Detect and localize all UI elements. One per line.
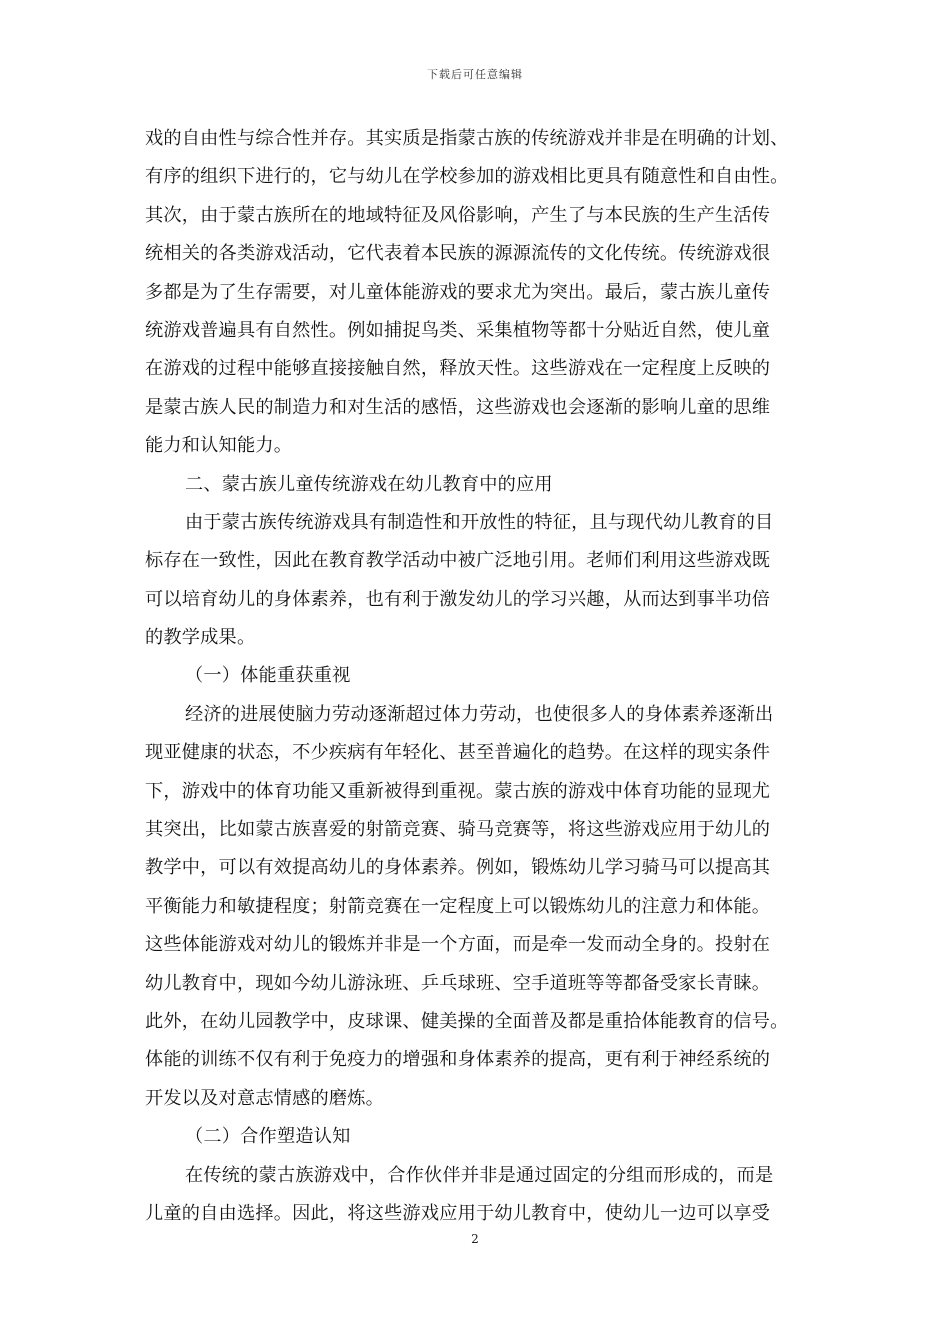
body-line: 幼儿教育中，现如今幼儿游泳班、乒乓球班、空手道班等等都备受家长青睐。	[145, 972, 771, 994]
body-line: 统游戏普遍具有自然性。例如捕捉鸟类、采集植物等都十分贴近自然，使儿童	[145, 319, 771, 341]
body-line: 体能的训练不仅有利于免疫力的增强和身体素养的提高，更有利于神经系统的	[145, 1049, 771, 1071]
body-line: 在传统的蒙古族游戏中，合作伙伴并非是通过固定的分组而形成的，而是	[185, 1164, 774, 1186]
body-line: 教学中，可以有效提高幼儿的身体素养。例如，锻炼幼儿学习骑马可以提高其	[145, 857, 771, 879]
page-header: 下载后可任意编辑	[427, 68, 523, 81]
body-line: 是蒙古族人民的制造力和对生活的感悟，这些游戏也会逐渐的影响儿童的思维	[145, 396, 771, 418]
document-body	[145, 120, 810, 1233]
body-line: 平衡能力和敏捷程度；射箭竞赛在一定程度上可以锻炼幼儿的注意力和体能。	[145, 895, 771, 917]
subsection-heading: （二）合作塑造认知	[185, 1126, 351, 1148]
body-line: 其次，由于蒙古族所在的地域特征及风俗影响，产生了与本民族的生产生活传	[145, 204, 771, 226]
body-line: 可以培育幼儿的身体素养，也有利于激发幼儿的学习兴趣，从而达到事半功倍	[145, 588, 771, 610]
body-line: 的教学成果。	[145, 627, 256, 649]
body-line: 标存在一致性，因此在教育教学活动中被广泛地引用。老师们利用这些游戏既	[145, 550, 771, 572]
section-heading: 二、蒙古族儿童传统游戏在幼儿教育中的应用	[185, 473, 553, 495]
body-line: 此外，在幼儿园教学中，皮球课、健美操的全面普及都是重拾体能教育的信号。	[145, 1010, 789, 1032]
body-line: 现亚健康的状态，不少疾病有年轻化、甚至普遍化的趋势。在这样的现实条件	[145, 742, 771, 764]
body-line: 其突出，比如蒙古族喜爱的射箭竞赛、骑马竞赛等，将这些游戏应用于幼儿的	[145, 819, 771, 841]
body-line: 能力和认知能力。	[145, 435, 293, 457]
body-line: 开发以及对意志情感的磨炼。	[145, 1087, 385, 1109]
body-line: 戏的自由性与综合性并存。其实质是指蒙古族的传统游戏并非是在明确的计划、	[145, 128, 789, 149]
body-line: 统相关的各类游戏活动，它代表着本民族的源源流传的文化传统。传统游戏很	[145, 243, 771, 265]
body-line: 儿童的自由选择。因此，将这些游戏应用于幼儿教育中，使幼儿一边可以享受	[145, 1202, 771, 1224]
body-line: 在游戏的过程中能够直接接触自然，释放天性。这些游戏在一定程度上反映的	[145, 358, 771, 380]
body-line: 下，游戏中的体育功能又重新被得到重视。蒙古族的游戏中体育功能的显现尤	[145, 780, 771, 802]
body-line: 多都是为了生存需要，对儿童体能游戏的要求尤为突出。最后，蒙古族儿童传	[145, 281, 771, 303]
body-line: 这些体能游戏对幼儿的锻炼并非是一个方面，而是牵一发而动全身的。投射在	[145, 934, 771, 956]
subsection-heading: （一）体能重获重视	[185, 665, 351, 687]
body-line: 经济的进展使脑力劳动逐渐超过体力劳动，也使很多人的身体素养逐渐出	[185, 703, 774, 725]
body-line: 由于蒙古族传统游戏具有制造性和开放性的特征，且与现代幼儿教育的目	[185, 511, 774, 533]
body-line: 有序的组织下进行的，它与幼儿在学校参加的游戏相比更具有随意性和自由性。	[145, 166, 789, 188]
page-number: 2	[471, 1232, 479, 1246]
